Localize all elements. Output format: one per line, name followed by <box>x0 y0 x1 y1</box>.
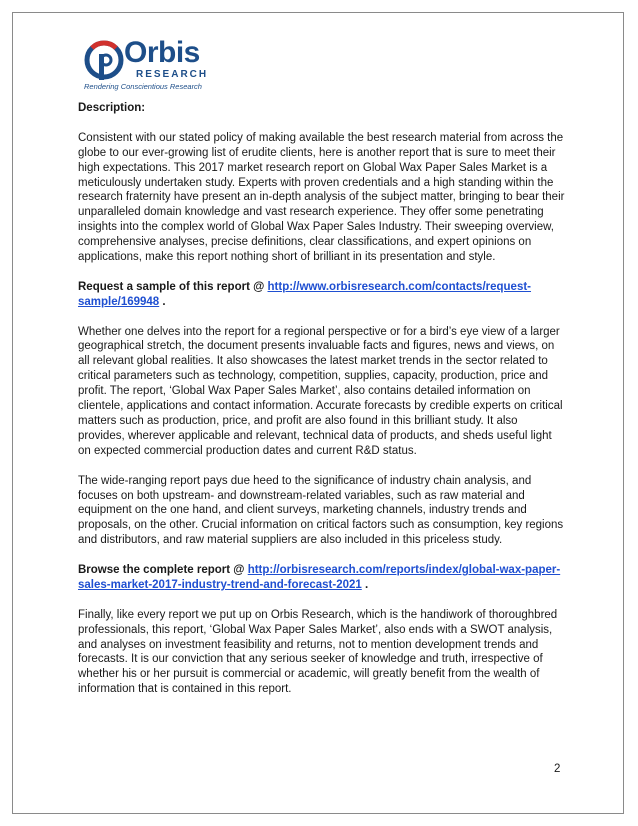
wide-ranging-paragraph: The wide-ranging report pays due heed to the significance of industry chain analysis, and focuses on both upstream- and downstream-related variables, such as raw material and equipment on the one hand, and client surveys, marketing channels, industry trends and proposals, on the other. Crucial information on critical factors such as consumption, key regions and distributors, and raw material suppliers are also included in this priceless study. <box>78 474 564 547</box>
page-number: 2 <box>554 763 561 775</box>
intro-paragraph: Consistent with our stated policy of making available the best research material from across the globe to our ever-growing list of erudite clients, here is another report that is sure to meet their high expectations. This 2017 market research report on Global Wax Paper Sales Market is a meticulously undertaken study. Experts with proven credentials and a high standing within the research fraternity have present an in-depth analysis of the subject matter, bringing to bear their unparalleled domain knowledge and vast research experience. They offer some penetrating insights into the complex world of Global Wax Paper Sales Industry. Their sweeping overview, comprehensive analyses, precise definitions, clear classifications, and expert opinions on applications, make this report nothing short of brilliant in its presentation and style. <box>78 131 565 264</box>
logo-word: Orbis <box>124 36 200 69</box>
browse-report-link[interactable]: http://orbisresearch.com/reports/index/global-wax-paper-sales-market-2017-industry-trend-and-forecast-2021 <box>78 564 561 591</box>
request-sample-paragraph <box>78 280 566 310</box>
logo-subtitle: RESEARCH <box>136 69 209 80</box>
description-heading: Description: <box>78 102 146 114</box>
perspective-paragraph: Whether one delves into the report for a regional perspective or for a bird’s eye view of a larger geographical stretch, the document presents invaluable facts and figures, news and views, on all relevant global realities. It also showcases the latest market trends in the sector related to critical parameters such as technology, competition, supplies, capacity, production, price and profit. The report, ‘Global Wax Paper Sales Market’, also contains detailed information on clientele, applications and contact information. Accurate forecasts by credible experts on critical matters such as production, price, and profit are also found in this brilliant study. It also provides, wherever applicable and relevant, technical data of products, and sheds useful light on expected commercial production dates and current R&D status. <box>78 325 563 457</box>
request-sample-label: Request a sample of this report @ <box>78 280 268 293</box>
request-sample-link[interactable]: http://www.orbisresearch.com/contacts/request-sample/169948 <box>78 280 532 308</box>
orbis-logo <box>84 36 214 94</box>
logo-tagline: Rendering Conscientious Research <box>84 82 202 91</box>
document-body <box>78 101 566 712</box>
browse-report-label: Browse the complete report @ <box>78 564 248 577</box>
browse-report-end: . <box>361 578 369 591</box>
finally-paragraph: Finally, like every report we put up on Orbis Research, which is the handiwork of thoroughbred professionals, this report, ‘Global Wax Paper Sales Market’, also ends with a SWOT analysis, and analyses on investment feasibility and returns, not to mention development trends and forecasts. It is our conviction that any serious seeker of knowledge and truth, irrespective of whether his or her pursuit is commercial or academic, will greatly benefit from the wealth of information that is contained in this report. <box>78 608 558 696</box>
browse-report-paragraph <box>78 563 566 593</box>
request-sample-end: . <box>159 295 166 308</box>
orbis-globe-icon <box>84 40 124 82</box>
